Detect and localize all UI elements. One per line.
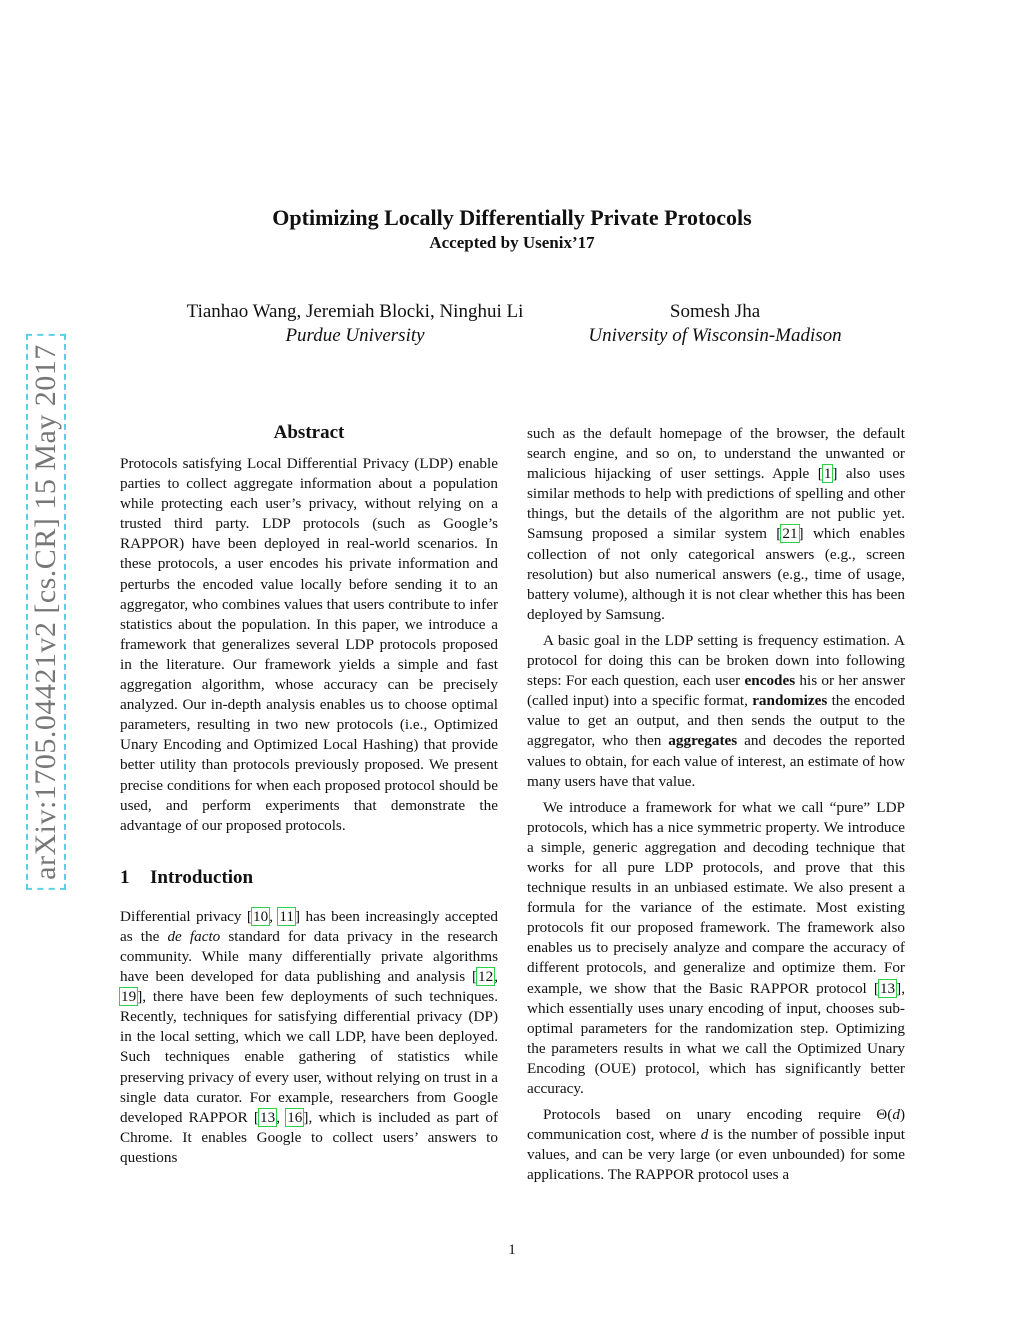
- author-affiliation: University of Wisconsin-Madison: [588, 325, 842, 346]
- section-number: 1: [120, 866, 130, 888]
- citation-link[interactable]: 13: [879, 979, 896, 997]
- right-paragraph-3: We introduce a framework for what we call “pure” LDP protocols, which has a nice symmetric property. We introduce a simple, generic aggregation and decoding technique that works for all pure LDP protocols, and prove that this technique results in an unbiased estimate. We also present a formula for the variance of the estimate. Most existing protocols fit our proposed framework. The framework also enables us to precisely analyze and compare the accuracy of different protocols, and generalize and optimize them. For example, we show that the Basic RAPPOR protocol [13], which essentially uses unary encoding of input, chooses sub-optimal parameters for the randomization step. Optimizing the parameters results in what we call the Optimized Unary Encoding (OUE) protocol, which has significantly better accuracy.: [527, 798, 905, 1097]
- paper-subtitle: Accepted by Usenix’17: [429, 233, 595, 252]
- page-number: 1: [508, 1242, 516, 1258]
- right-paragraph-1: such as the default homepage of the browser, the default search engine, and so on, to understand the unwanted or malicious hijacking of user settings. Apple [1] also uses similar methods to help with predictions of spelling and other things, but the details of the algorithm are not public yet. Samsung proposed a similar system [21] which enables collection of not only categorical answers (e.g., screen resolution) but also numerical answers (e.g., time of usage, battery volume), although it is not clear whether this has been deployed by Samsung.: [527, 425, 905, 623]
- section-title: Introduction: [150, 866, 254, 888]
- arxiv-identifier: [27, 312, 65, 912]
- citation-link[interactable]: 21: [782, 525, 798, 543]
- right-column: [527, 424, 905, 1185]
- citation-link[interactable]: 10: [253, 907, 269, 925]
- citation-link[interactable]: 1: [823, 465, 832, 483]
- author-names: Somesh Jha: [669, 301, 761, 322]
- author-block-purdue: [150, 300, 560, 348]
- paper-title: Optimizing Locally Differentially Private Protocols: [272, 205, 752, 230]
- citation-link[interactable]: 19: [121, 988, 137, 1006]
- left-column: [120, 421, 498, 1168]
- right-paragraph-4: Protocols based on unary encoding require Θ(d) communication cost, where d is the number of possible input values, and can be very large (or even unbounded) for some applications. The RAPPOR protocol uses a: [527, 1106, 906, 1184]
- author-affiliation: Purdue University: [285, 325, 425, 346]
- abstract-heading: Abstract: [273, 422, 345, 443]
- intro-paragraph-1: Differential privacy [10, 11] has been increasingly accepted as the de facto standard for data privacy in the research community. While many differentially private algorithms have been developed for data publishing and analysis [12, 19], there have been few deployments of such techniques. Recently, techniques for satisfying differential privacy (DP) in the local setting, which we call LDP, have been deployed. Such techniques enable gathering of statistics while preserving privacy of every user, without relying on trust in a single data curator. For example, researchers from Google developed RAPPOR [13, 16], which is included as part of Chrome. It enables Google to collect users’ answers to questions: [120, 907, 499, 1166]
- citation-link[interactable]: 13: [260, 1108, 276, 1126]
- author-block-wisconsin: [560, 300, 870, 348]
- citation-link[interactable]: 12: [478, 968, 494, 986]
- section-heading-introduction: [120, 866, 498, 890]
- abstract-text: Protocols satisfying Local Differential Privacy (LDP) enable parties to collect aggregate information about a population while protecting each user’s privacy, without relying on a trusted third party. LDP protocols (such as Google’s RAPPOR) have been deployed in real-world scenarios. In these protocols, a user encodes his private information and perturbs the encoded value locally before sending it to an aggregator, who combines values that users contribute to infer statistics about the population. In this paper, we introduce a framework that generalizes several LDP protocols proposed in the literature. Our framework yields a simple and fast aggregation algorithm, whose accuracy can be precisely analyzed. Our in-depth analysis enables us to choose optimal parameters, resulting in two new protocols (i.e., Optimized Unary Encoding and Optimized Local Hashing) that provide better utility than protocols previously proposed. We present precise conditions for when each proposed protocol should be used, and perform experiments that demonstrate the advantage of our proposed protocols.: [120, 455, 498, 834]
- citation-link[interactable]: 11: [279, 907, 295, 925]
- citation-link[interactable]: 16: [287, 1108, 303, 1126]
- arxiv-identifier-text: arXiv:1705.04421v2 [cs.CR] 15 May 2017: [26, 334, 66, 890]
- title-block: [0, 204, 1024, 254]
- author-names: Tianhao Wang, Jeremiah Blocki, Ninghui Li: [186, 301, 524, 322]
- right-paragraph-2: A basic goal in the LDP setting is frequency estimation. A protocol for doing this can be broken down into following steps: For each question, each user encodes his or her answer (called input) into a specific format, randomizes the encoded value to get an output, and then sends the output to the aggregator, who then aggregates and decodes the reported values to obtain, for each value of interest, an estimate of how many users have that value.: [527, 631, 906, 790]
